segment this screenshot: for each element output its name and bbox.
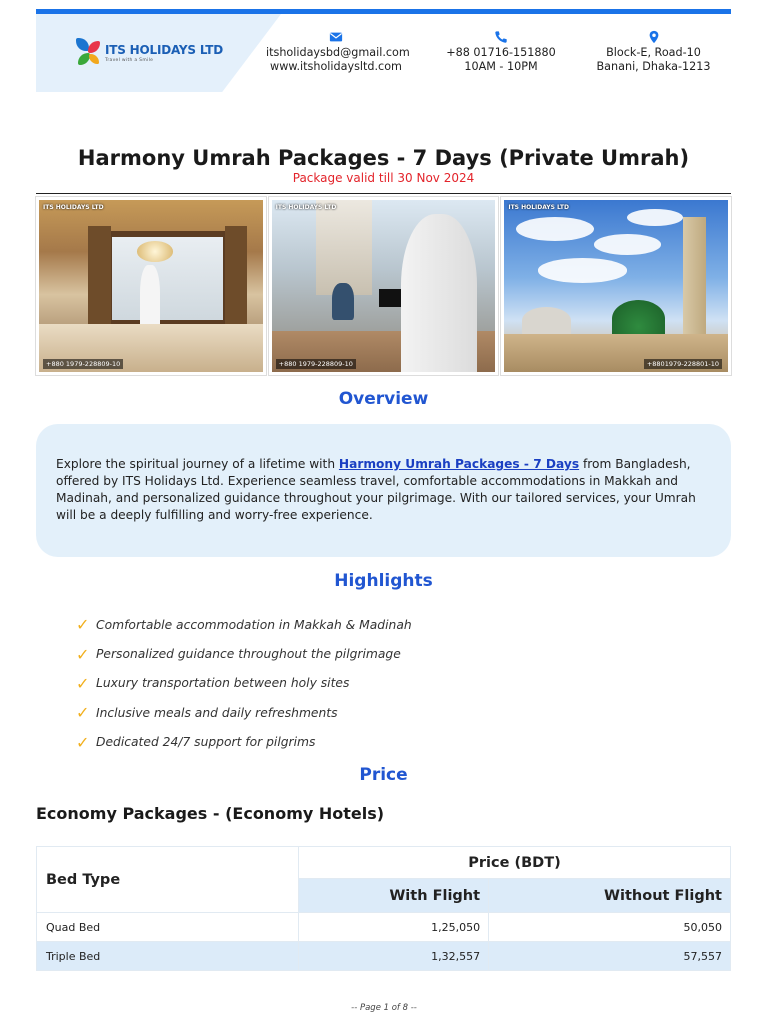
highlights-list [76, 610, 412, 757]
package-link[interactable]: Harmony Umrah Packages - 7 Days [338, 457, 580, 471]
overview-heading: Overview [338, 389, 429, 409]
phone-number[interactable]: +88 01716-151880 [446, 46, 556, 59]
company-logo[interactable] [76, 38, 223, 68]
without-flight-cell: 50,050 [489, 913, 731, 942]
photo-phone-tag: +8801979-228801-10 [644, 359, 722, 369]
office-hours: 10AM - 10PM [464, 60, 538, 73]
without-flight-cell: 57,557 [489, 942, 731, 971]
checkmark-icon: ✓ [76, 732, 90, 752]
photo-gallery [36, 197, 731, 375]
package-tier-heading: Economy Packages - (Economy Hotels) [36, 804, 385, 823]
package-title: Harmony Umrah Packages - 7 Days (Private Umrah) [77, 146, 690, 170]
bed-type-cell: Quad Bed [37, 913, 299, 942]
with-flight-header: With Flight [299, 879, 489, 913]
photo-watermark: ITS HOLIDAYS LTD [275, 204, 337, 211]
highlights-heading: Highlights [334, 571, 433, 591]
contact-phone-block [436, 30, 566, 74]
green-dome-photo[interactable] [501, 197, 731, 375]
contact-address-block [591, 30, 716, 74]
photo-phone-tag: +880 1979-228809-10 [276, 359, 356, 369]
hotel-room-photo[interactable] [36, 197, 266, 375]
price-heading: Price [359, 765, 408, 785]
map-pin-icon [647, 30, 661, 44]
list-item [76, 728, 412, 757]
highlight-text: Dedicated 24/7 support for pilgrims [96, 735, 316, 750]
highlight-text: Luxury transportation between holy sites [96, 676, 350, 691]
contact-email-block [266, 30, 410, 74]
title-divider [36, 193, 731, 194]
kaaba-view-photo[interactable] [269, 197, 499, 375]
with-flight-cell: 1,25,050 [299, 913, 489, 942]
list-item [76, 610, 412, 639]
overview-text-end: from Bangladesh, offered by ITS Holidays Ltd. Experience seamless travel, comfortable accommodations in Makkah and Madinah, and personalized guidance throughout your pilgrimage. With our tailored services, your Umrah will be a deeply fulfilling and worry-free experience. [56, 457, 696, 522]
list-item [76, 639, 412, 668]
table-row [37, 942, 731, 971]
logo-name: ITS HOLIDAYS LTD [105, 43, 224, 57]
website-link[interactable]: www.itsholidaysltd.com [270, 60, 402, 73]
envelope-icon [329, 30, 343, 44]
checkmark-icon: ✓ [76, 644, 90, 664]
photo-phone-tag: +880 1979-228809-10 [43, 359, 123, 369]
with-flight-cell: 1,32,557 [299, 942, 489, 971]
checkmark-icon: ✓ [76, 615, 90, 635]
email-link[interactable]: itsholidaysbd@gmail.com [266, 46, 410, 59]
list-item [76, 698, 412, 727]
photo-watermark: ITS HOLIDAYS LTD [508, 204, 569, 211]
bed-type-header: Bed Type [37, 847, 299, 913]
checkmark-icon: ✓ [76, 703, 90, 723]
package-validity: Package valid till 30 Nov 2024 [292, 171, 475, 185]
highlight-text: Comfortable accommodation in Makkah & Madinah [96, 617, 412, 632]
logo-mark-icon [76, 38, 102, 68]
price-header: Price (BDT) [299, 847, 731, 879]
overview-text-start: Explore the spiritual journey of a lifetime with [56, 457, 339, 471]
phone-icon [494, 30, 508, 44]
checkmark-icon: ✓ [76, 673, 90, 693]
list-item [76, 669, 412, 698]
address-line-2: Banani, Dhaka-1213 [596, 60, 711, 73]
address-line-1: Block-E, Road-10 [606, 46, 701, 59]
logo-tagline: Travel with a Smile [105, 58, 154, 63]
highlight-text: Personalized guidance throughout the pilgrimage [96, 647, 401, 662]
price-table [36, 846, 731, 971]
page-header [36, 14, 731, 92]
table-row [37, 913, 731, 942]
bed-type-cell: Triple Bed [37, 942, 299, 971]
highlight-text: Inclusive meals and daily refreshments [96, 705, 338, 720]
photo-watermark: ITS HOLIDAYS LTD [43, 204, 104, 211]
without-flight-header: Without Flight [489, 879, 731, 913]
page-number: -- Page 1 of 8 -- [351, 1003, 417, 1013]
overview-panel [36, 424, 731, 557]
